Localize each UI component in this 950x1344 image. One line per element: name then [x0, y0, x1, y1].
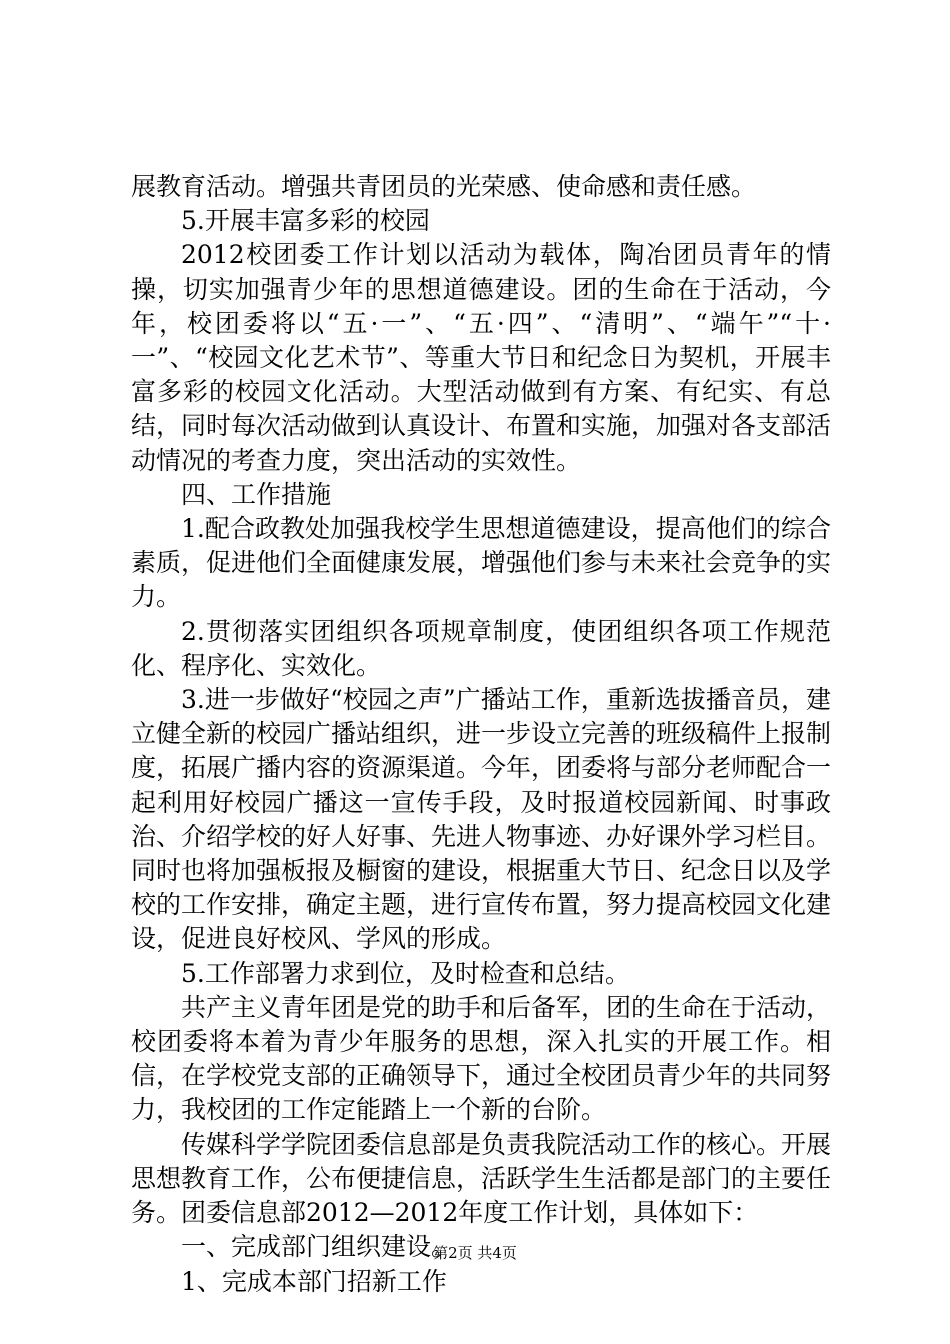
- section-heading-organization: 一、完成部门组织建设。: [181, 1232, 457, 1262]
- paragraph-info-department: 传媒科学学院团委信息部是负责我院活动工作的核心。开展思想教育工作，公布便捷信息，活跃学生生活都是部门的主要任务。团委信息部2012—2012年度工作计划，具体如下：: [131, 1129, 832, 1228]
- paragraph-measure-1: 1.配合政教处加强我校学生思想道德建设，提高他们的综合素质，促进他们全面健康发展，增强他们参与未来社会竞争的实力。: [131, 514, 832, 612]
- paragraph-conclusion: 共产主义青年团是党的助手和后备军，团的生命在于活动，校团委将本着为青少年服务的思想，深入扎实的开展工作。相信，在学校党支部的正确领导下，通过全校团员青少年的共同努力，我校团的工作定能踏上一个新的台阶。: [131, 992, 832, 1125]
- paragraph-measure-5: 5.工作部署力求到位，及时检查和总结。: [181, 958, 630, 988]
- paragraph-continuation: 展教育活动。增强共青团员的光荣感、使命感和责任感。: [131, 172, 757, 201]
- paragraph-item-5-campus: 5.开展丰富多彩的校园: [181, 206, 430, 236]
- paragraph-recruitment: 1、完成本部门招新工作: [181, 1266, 447, 1296]
- paragraph-measure-3: 3.进一步做好“校园之声”广播站工作，重新选拔播音员，建立健全新的校园广播站组织，进一步设立完善的班级稿件上报制度，拓展广播内容的资源渠道。今年，团委将与部分老师配合一起利用好校园广播这一宣传手段，及时报道校园新闻、时事政治、介绍学校的好人好事、先进人物事迹、办好课外学习栏目。同时也将加强板报及橱窗的建设，根据重大节日、纪念日以及学校的工作安排，确定主题，进行宣传布置，努力提高校园文化建设，促进良好校风、学风的形成。: [131, 685, 832, 954]
- section-heading-work-measures: 四、工作措施: [181, 479, 332, 509]
- paragraph-measure-2: 2.贯彻落实团组织各项规章制度，使团组织各项工作规范化、程序化、实效化。: [131, 616, 831, 680]
- page-number-footer: 第2页 共4页: [433, 1244, 517, 1262]
- document-body: [131, 170, 831, 1299]
- paragraph-activity-plan: 2012校团委工作计划以活动为载体，陶冶团员青年的情操，切实加强青少年的思想道德建设。团的生命在于活动，今年，校团委将以“五·一”、“五·四”、“清明”、“端午”“十·一”、“校园文化艺术节”、等重大节日和纪念日为契机，开展丰富多彩的校园文化活动。大型活动做到有方案、有纪实、有总结，同时每次活动做到认真设计、布置和实施，加强对各支部活动情况的考查力度，突出活动的实效性。: [131, 240, 832, 475]
